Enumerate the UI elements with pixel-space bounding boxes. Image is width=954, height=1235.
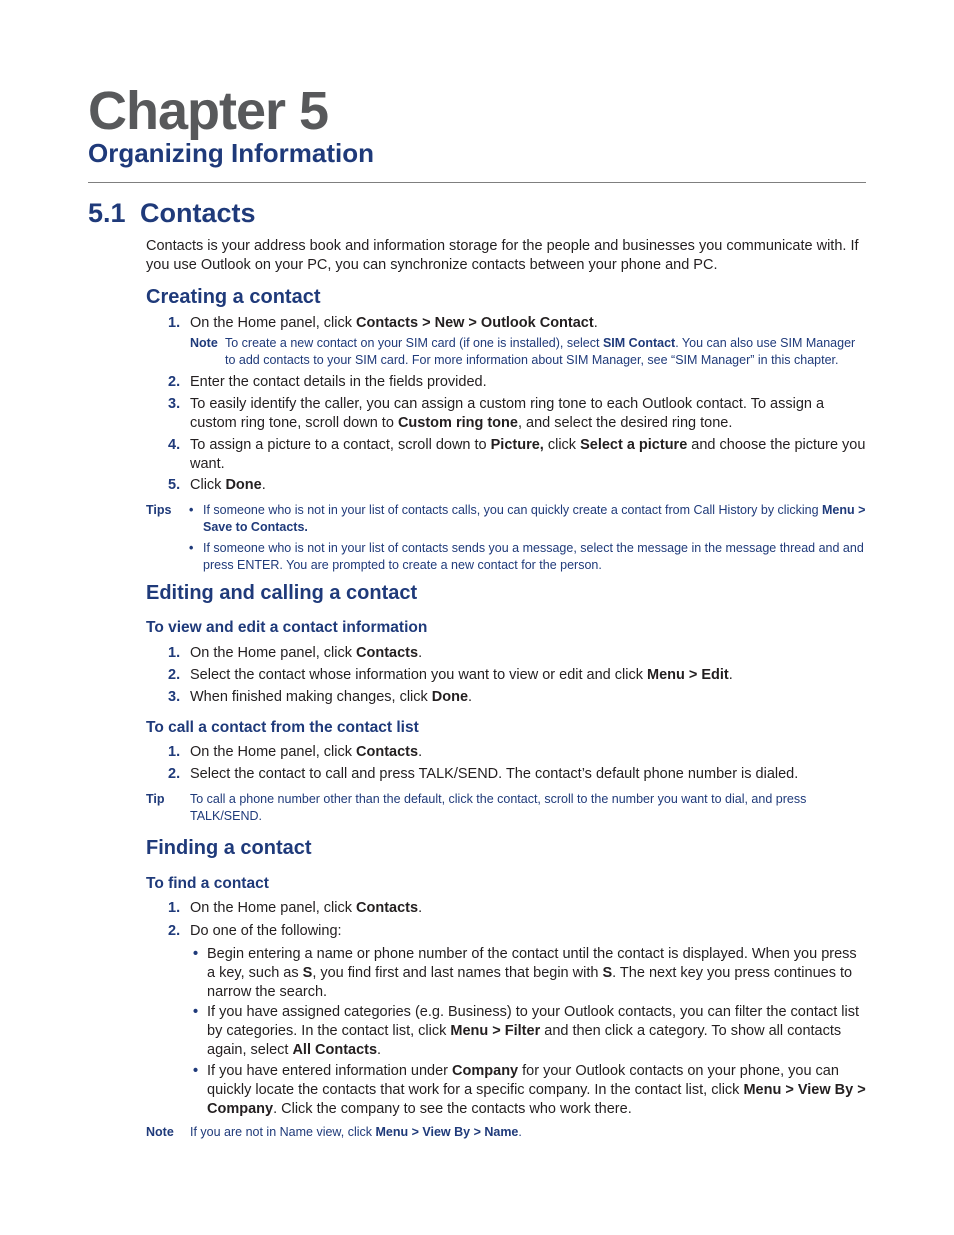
view-edit-heading: To view and edit a contact information — [146, 619, 428, 636]
tips-label: Tips — [146, 503, 172, 517]
list-item: 5. Click Done. — [168, 477, 266, 493]
editing-heading: Editing and calling a contact — [146, 582, 418, 604]
bullet-icon: • — [193, 946, 199, 962]
list-item: 2. Select the contact whose information you want to view or edit and click Menu > Edit. — [168, 667, 733, 683]
list-item: 1. On the Home panel, click Contacts. — [168, 645, 423, 661]
list-item: 2. Do one of the following: — [168, 923, 342, 939]
find-contact-heading: To find a contact — [146, 875, 269, 892]
bullet-icon: • — [193, 1063, 199, 1079]
creating-note-text: To create a new contact on your SIM card (if one is installed), select SIM Contact. You can also use SIM Manager to add contacts to your SIM card. For more information about SIM Manager, see “SIM Manager” in this chapter. — [225, 336, 856, 367]
creating-heading: Creating a contact — [146, 286, 321, 308]
list-item: 3. When finished making changes, click Done. — [168, 689, 473, 705]
header-divider — [88, 182, 866, 183]
section-title: Contacts — [140, 198, 256, 228]
note-label: Note — [190, 336, 218, 350]
bullet-item: • If you have entered information under Company for your Outlook contacts on your phone, you can quickly locate the contacts that work for a specific company. In the contact list, click Menu > View By > Company. Click the company to see the contacts who work there. — [193, 1063, 866, 1117]
list-item: 2. Enter the contact details in the fields provided. — [168, 374, 487, 390]
section-number: 5.1 — [88, 198, 126, 228]
list-item: 1. On the Home panel, click Contacts. — [168, 744, 423, 760]
section-heading — [88, 198, 256, 229]
list-item: 2. Select the contact to call and press TALK/SEND. The contact’s default phone number is dialed. — [168, 766, 799, 782]
finding-note-label: Note — [146, 1125, 174, 1139]
call-contact-heading: To call a contact from the contact list — [146, 719, 419, 736]
section-intro: Contacts is your address book and information storage for the people and businesses you communicate with. If you use Outlook on your PC, you can synchronize contacts between your phone and PC. — [146, 238, 859, 273]
list-item: 1. On the Home panel, click Contacts > New > Outlook Contact. — [168, 315, 598, 331]
tip-label: Tip — [146, 792, 165, 806]
finding-note-text: If you are not in Name view, click Menu > View By > Name. — [190, 1125, 522, 1139]
chapter-subtitle: Organizing Information — [88, 138, 374, 168]
list-item: 3. To easily identify the caller, you can assign a custom ring tone to each Outlook contact. To assign a custom ring tone, scroll down to Custom ring tone, and select the desired ring tone. — [168, 396, 825, 431]
bullet-item: • Begin entering a name or phone number of the contact until the contact is displayed. When you press a key, such as S, you find first and last names that begin with S. The next key you press continues to narrow the search. — [193, 946, 857, 1000]
chapter-title: Chapter 5 — [88, 81, 329, 141]
tip-item: • If someone who is not in your list of contacts sends you a message, select the message in the message thread and and press ENTER. You are prompted to create a new contact for the person. — [189, 541, 864, 572]
tip-text: To call a phone number other than the default, click the contact, scroll to the number you want to dial, and press TALK/SEND. — [190, 792, 807, 823]
bullet-icon: • — [193, 1004, 199, 1020]
list-item: 4. To assign a picture to a contact, scroll down to Picture, click Select a picture and choose the picture you want. — [168, 437, 866, 472]
bullet-icon: • — [189, 541, 194, 555]
tip-item: • If someone who is not in your list of contacts calls, you can quickly create a contact from Call History by clicking Menu > Save to Contacts. — [189, 503, 866, 534]
bullet-item: • If you have assigned categories (e.g. Business) to your Outlook contacts, you can filter the contact list by categories. In the contact list, click Menu > Filter and then click a category. To show all contacts again, select All Contacts. — [193, 1004, 860, 1058]
finding-heading: Finding a contact — [146, 837, 312, 859]
bullet-icon: • — [189, 503, 194, 517]
list-item: 1. On the Home panel, click Contacts. — [168, 900, 423, 916]
